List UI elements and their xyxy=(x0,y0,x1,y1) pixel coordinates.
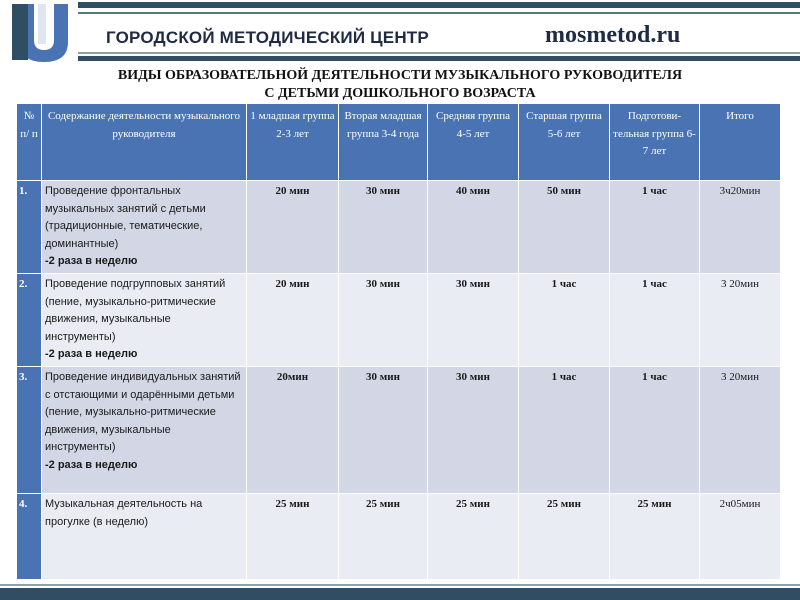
row-frequency: -2 раза в неделю xyxy=(45,348,138,361)
col-header-total: Итого xyxy=(700,104,781,181)
cell-group-3: 25 мин xyxy=(428,493,519,579)
page-title-line1: ВИДЫ ОБРАЗОВАТЕЛЬНОЙ ДЕЯТЕЛЬНОСТИ МУЗЫКАЛЬНОГО РУКОВОДИТЕЛЯ xyxy=(117,68,683,83)
footer-stripe-thin xyxy=(0,584,800,586)
row-description: Музыкальная деятельность на прогулке (в неделю) xyxy=(45,497,203,528)
cell-group-1: 20мин xyxy=(247,366,339,493)
col-header-number: № п/ п xyxy=(17,104,42,181)
cell-group-2: 25 мин xyxy=(339,493,428,579)
header-stripe-thin xyxy=(70,12,800,14)
page-title xyxy=(0,67,800,103)
row-content xyxy=(42,181,247,274)
col-header-content: Содержание деятельности музыкального руководителя xyxy=(42,104,247,181)
cell-group-2: 30 мин xyxy=(339,366,428,493)
cell-group-5: 25 мин xyxy=(610,493,700,579)
cell-group-3: 30 мин xyxy=(428,273,519,366)
cell-total: 3ч20мин xyxy=(700,181,781,274)
cell-group-3: 30 мин xyxy=(428,366,519,493)
footer-stripe xyxy=(0,588,800,600)
page-title-line2: С ДЕТЬМИ ДОШКОЛЬНОГО ВОЗРАСТА xyxy=(264,86,536,101)
row-frequency: -2 раза в неделю xyxy=(45,255,138,268)
col-header-group-5: Подготови-тельная группа 6-7 лет xyxy=(610,104,700,181)
cell-total: 3 20мин xyxy=(700,366,781,493)
row-number: 4. xyxy=(17,493,42,579)
cell-group-5: 1 час xyxy=(610,273,700,366)
row-number: 2. xyxy=(17,273,42,366)
row-description: Проведение фронтальных музыкальных занятий с детьми (традиционные, тематические, доминантные) xyxy=(45,185,206,250)
cell-group-4: 50 мин xyxy=(519,181,610,274)
table-row xyxy=(17,493,781,579)
cell-group-4: 1 час xyxy=(519,366,610,493)
row-content xyxy=(42,493,247,579)
cell-group-4: 1 час xyxy=(519,273,610,366)
col-header-group-2: Вторая младшая группа 3-4 года xyxy=(339,104,428,181)
col-header-group-4: Старшая группа 5-6 лет xyxy=(519,104,610,181)
cell-group-2: 30 мин xyxy=(339,181,428,274)
table-row xyxy=(17,273,781,366)
cell-group-2: 30 мин xyxy=(339,273,428,366)
cell-group-3: 40 мин xyxy=(428,181,519,274)
cell-total: 3 20мин xyxy=(700,273,781,366)
row-content xyxy=(42,366,247,493)
row-description: Проведение индивидуальных занятий с отстающими и одарёнными детьми (пение, музыкально-ритмические движения, музыкальные инструменты) xyxy=(45,370,241,454)
cell-group-5: 1 час xyxy=(610,181,700,274)
cell-group-1: 25 мин xyxy=(247,493,339,579)
row-frequency: -2 раза в неделю xyxy=(45,458,138,471)
row-description: Проведение подгрупповых занятий (пение, музыкально-ритмические движения, музыкальные инструменты) xyxy=(45,277,226,343)
row-number: 1. xyxy=(17,181,42,274)
mosmetod-logo-icon xyxy=(6,0,78,64)
table-row xyxy=(17,181,781,274)
cell-group-5: 1 час xyxy=(610,366,700,493)
table-header-row xyxy=(17,104,781,181)
activity-table xyxy=(16,103,781,580)
row-number: 3. xyxy=(17,366,42,493)
cell-group-1: 20 мин xyxy=(247,181,339,274)
row-content xyxy=(42,273,247,366)
header-stripe-lower-thin xyxy=(70,52,800,54)
header-stripe-bottom xyxy=(70,56,800,61)
site-name: mosmetod.ru xyxy=(545,22,681,48)
col-header-group-1: 1 младшая группа 2-3 лет xyxy=(247,104,339,181)
cell-total: 2ч05мин xyxy=(700,493,781,579)
header-stripe-top xyxy=(70,2,800,8)
table-row xyxy=(17,366,781,493)
org-name: ГОРОДСКОЙ МЕТОДИЧЕСКИЙ ЦЕНТР xyxy=(106,28,429,47)
cell-group-4: 25 мин xyxy=(519,493,610,579)
col-header-group-3: Средняя группа 4-5 лет xyxy=(428,104,519,181)
cell-group-1: 20 мин xyxy=(247,273,339,366)
